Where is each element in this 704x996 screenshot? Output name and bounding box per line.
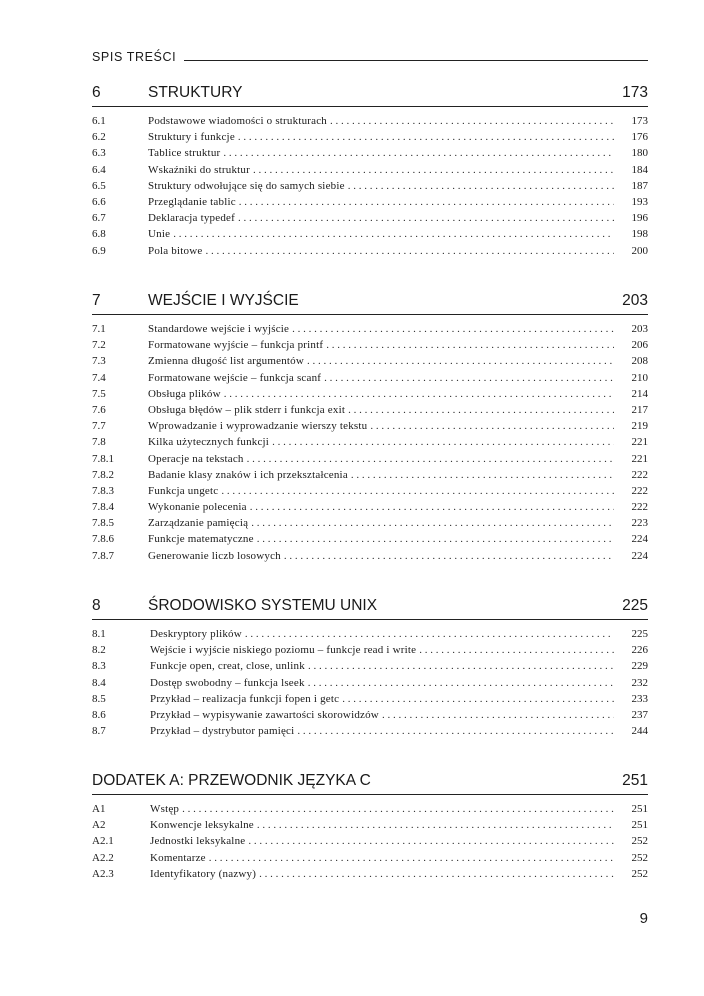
entry-body xyxy=(150,628,614,640)
entry-page: 223 xyxy=(631,517,648,530)
toc-entry[interactable] xyxy=(92,867,648,883)
toc-entry[interactable] xyxy=(92,371,648,387)
entry-page: 251 xyxy=(631,819,648,832)
chapter-title: WEJŚCIE I WYJŚCIE xyxy=(148,292,299,309)
entry-number: 7.8.2 xyxy=(92,468,114,481)
dot-leader xyxy=(251,517,614,529)
entry-number: 8.3 xyxy=(92,660,106,673)
entry-page: 226 xyxy=(631,644,648,657)
toc-entry[interactable] xyxy=(92,403,648,419)
toc-entry[interactable] xyxy=(92,676,648,692)
dot-leader xyxy=(253,164,614,176)
entry-number: A2.2 xyxy=(92,851,114,864)
entry-page: 203 xyxy=(631,323,648,335)
entry-number: 8.6 xyxy=(92,708,106,721)
entry-number: 6.6 xyxy=(92,195,106,208)
chapter-title: DODATEK A: PRZEWODNIK JĘZYKA C xyxy=(92,772,371,789)
entry-body xyxy=(148,180,614,192)
entry-number: 7.8.1 xyxy=(92,452,114,465)
dot-leader xyxy=(342,693,614,705)
dot-leader xyxy=(257,819,614,831)
entry-body xyxy=(148,196,614,208)
toc-entry[interactable] xyxy=(92,834,648,850)
dot-leader xyxy=(257,533,614,545)
entry-body xyxy=(150,852,614,864)
chapter-title: ŚRODOWISKO SYSTEMU UNIX xyxy=(148,597,378,614)
entry-body xyxy=(148,469,614,481)
entry-number: 8.4 xyxy=(92,676,106,689)
header-rule xyxy=(184,60,648,61)
entry-body xyxy=(148,228,614,240)
toc-entry[interactable] xyxy=(92,227,648,243)
chapter-number: 7 xyxy=(92,292,101,309)
entry-title: Przykład – dystrybutor pamięci xyxy=(150,725,295,738)
entry-body xyxy=(150,693,614,705)
entry-title: Dostęp swobodny – funkcja lseek xyxy=(150,676,305,689)
entry-number: 6.5 xyxy=(92,179,106,192)
entry-title: Przykład – wypisywanie zawartości skorowidzów xyxy=(150,708,379,721)
entry-number: 7.7 xyxy=(92,420,106,433)
entry-number: 6.9 xyxy=(92,244,106,257)
entry-number: 7.6 xyxy=(92,403,106,416)
toc-entry[interactable] xyxy=(92,435,648,451)
entry-body xyxy=(148,164,614,176)
dot-leader xyxy=(173,228,614,240)
toc-entry[interactable] xyxy=(92,114,648,130)
entry-body xyxy=(148,245,614,257)
chapter-section xyxy=(92,82,648,260)
entry-title: Tablice struktur xyxy=(148,147,221,160)
entry-page: 237 xyxy=(631,708,648,721)
entry-body xyxy=(150,835,614,847)
entry-number: 6.2 xyxy=(92,131,106,144)
entry-number: 7.5 xyxy=(92,387,106,400)
entry-title: Deskryptory plików xyxy=(150,628,242,640)
entry-title: Struktury i funkcje xyxy=(148,131,235,144)
entry-number: 7.8 xyxy=(92,436,106,449)
entry-title: Komentarze xyxy=(150,851,206,864)
entry-body xyxy=(148,115,614,127)
entry-page: 180 xyxy=(631,147,648,160)
entry-body xyxy=(148,453,614,465)
entry-number: 7.4 xyxy=(92,371,106,384)
entry-page: 214 xyxy=(631,387,648,400)
dot-leader xyxy=(307,355,614,367)
entry-page: 184 xyxy=(631,163,648,176)
dot-leader xyxy=(224,388,614,400)
dot-leader xyxy=(297,725,614,737)
toc-entry[interactable] xyxy=(92,322,648,338)
entry-page: 193 xyxy=(631,195,648,208)
chapter-section xyxy=(92,770,648,883)
toc-entry[interactable] xyxy=(92,338,648,354)
toc-entry[interactable] xyxy=(92,163,648,179)
entry-title: Wykonanie polecenia xyxy=(148,501,247,514)
dot-leader xyxy=(223,147,614,159)
entry-page: 252 xyxy=(631,835,648,848)
entry-title: Obsługa błędów – plik stderr i funkcja exit xyxy=(148,403,346,416)
entry-page: 252 xyxy=(631,851,648,864)
dot-leader xyxy=(247,453,614,465)
toc-entry[interactable] xyxy=(92,516,648,532)
entry-title: Formatowane wyjście – funkcja printf xyxy=(148,339,324,352)
entry-body xyxy=(148,420,614,432)
dot-leader xyxy=(238,131,614,143)
entry-page: 233 xyxy=(631,692,648,705)
entry-page: 244 xyxy=(631,725,648,738)
toc-entry[interactable] xyxy=(92,452,648,468)
entry-title: Formatowane wejście – funkcja scanf xyxy=(148,371,322,384)
page-number: 9 xyxy=(639,910,648,927)
dot-leader xyxy=(326,339,614,351)
entry-title: Jednostki leksykalne xyxy=(150,835,246,848)
dot-leader xyxy=(239,196,614,208)
entry-title: Unie xyxy=(148,228,171,241)
chapter-number: 8 xyxy=(92,597,101,614)
entry-body xyxy=(148,517,614,529)
entry-number: A2.3 xyxy=(92,867,114,880)
toc-entry[interactable] xyxy=(92,818,648,834)
dot-leader xyxy=(348,180,614,192)
dot-leader xyxy=(209,852,614,864)
toc-entry[interactable] xyxy=(92,692,648,708)
toc-entry[interactable] xyxy=(92,387,648,403)
entry-page: 210 xyxy=(631,371,648,384)
entry-number: A2 xyxy=(92,819,106,832)
entry-title: Wstęp xyxy=(150,803,180,815)
toc-entry[interactable] xyxy=(92,468,648,484)
dot-leader xyxy=(182,803,614,815)
entry-page: 232 xyxy=(631,676,648,689)
dot-leader xyxy=(284,550,614,562)
entry-page: 173 xyxy=(631,115,648,127)
entry-page: 229 xyxy=(631,660,648,673)
entry-title: Identyfikatory (nazwy) xyxy=(150,867,257,880)
toc-entry[interactable] xyxy=(92,419,648,435)
chapter-section xyxy=(92,290,648,565)
toc-entry[interactable] xyxy=(92,195,648,211)
entry-title: Przeglądanie tablic xyxy=(148,195,236,208)
running-header xyxy=(92,47,648,65)
entry-title: Wskaźniki do struktur xyxy=(148,163,250,176)
toc-entry[interactable] xyxy=(92,244,648,260)
chapter-page: 173 xyxy=(622,84,648,101)
entry-number: 7.8.6 xyxy=(92,533,114,546)
entry-body xyxy=(150,868,614,880)
entry-page: 217 xyxy=(631,403,648,416)
entry-body xyxy=(150,677,614,689)
chapter-page: 225 xyxy=(622,597,648,614)
entry-title: Generowanie liczb losowych xyxy=(148,549,281,562)
entry-number: 6.8 xyxy=(92,228,106,241)
entry-body xyxy=(150,660,614,672)
toc-entry[interactable] xyxy=(92,802,648,818)
entry-page: 224 xyxy=(631,549,648,562)
dot-leader xyxy=(382,709,614,721)
toc-entry[interactable] xyxy=(92,643,648,659)
entry-page: 224 xyxy=(631,533,648,546)
entry-number: 6.1 xyxy=(92,115,106,127)
toc-entry[interactable] xyxy=(92,532,648,548)
toc-entry[interactable] xyxy=(92,659,648,675)
dot-leader xyxy=(348,404,614,416)
dot-leader xyxy=(330,115,614,127)
dot-leader xyxy=(259,868,614,880)
chapter-page: 203 xyxy=(622,292,648,309)
entry-body xyxy=(148,388,614,400)
entry-body xyxy=(148,339,614,351)
entry-title: Wejście i wyjście niskiego poziomu – funkcje read i write xyxy=(150,644,417,657)
chapter-number: 6 xyxy=(92,84,101,101)
entry-title: Funkcje open, creat, close, unlink xyxy=(150,660,305,673)
toc-entry[interactable] xyxy=(92,724,648,740)
entry-page: 252 xyxy=(631,867,648,880)
entry-page: 222 xyxy=(631,468,648,481)
entry-title: Funkcja ungetc xyxy=(148,484,219,497)
dot-leader xyxy=(308,677,614,689)
entry-title: Konwencje leksykalne xyxy=(150,819,254,832)
dot-leader xyxy=(250,501,614,513)
entry-page: 225 xyxy=(631,628,648,640)
chapter-section xyxy=(92,595,648,740)
chapter-heading[interactable] xyxy=(92,595,648,617)
entry-page: 208 xyxy=(631,355,648,368)
dot-leader xyxy=(245,628,614,640)
dot-leader xyxy=(221,485,614,497)
toc-entry[interactable] xyxy=(92,851,648,867)
chapter-rule xyxy=(92,106,648,107)
entry-title: Funkcje matematyczne xyxy=(148,533,254,546)
toc-entry[interactable] xyxy=(92,354,648,370)
entry-page: 222 xyxy=(631,501,648,514)
entry-page: 196 xyxy=(631,212,648,225)
chapter-rule xyxy=(92,314,648,315)
entry-page: 221 xyxy=(631,436,648,449)
chapter-rule xyxy=(92,619,648,620)
entry-number: 7.8.5 xyxy=(92,517,114,530)
entry-body xyxy=(148,355,614,367)
entry-title: Pola bitowe xyxy=(148,244,203,257)
entry-body xyxy=(148,131,614,143)
dot-leader xyxy=(419,644,614,656)
entry-title: Obsługa plików xyxy=(148,387,221,400)
entry-body xyxy=(150,709,614,721)
entry-body xyxy=(150,644,614,656)
toc-entry[interactable] xyxy=(92,627,648,643)
dot-leader xyxy=(238,212,614,224)
entry-page: 222 xyxy=(631,484,648,497)
dot-leader xyxy=(308,660,614,672)
entry-title: Przykład – realizacja funkcji fopen i getc xyxy=(150,692,340,705)
entry-page: 176 xyxy=(631,131,648,144)
entry-body xyxy=(148,147,614,159)
entry-number: 7.8.7 xyxy=(92,549,114,562)
entry-body xyxy=(148,550,614,562)
entry-page: 251 xyxy=(631,803,648,815)
entry-number: 6.7 xyxy=(92,212,106,225)
entry-number: 7.8.4 xyxy=(92,501,114,514)
entry-number: 8.5 xyxy=(92,692,106,705)
entry-title: Kilka użytecznych funkcji xyxy=(148,436,270,449)
entry-title: Struktury odwołujące się do samych siebie xyxy=(148,179,345,192)
entry-number: 8.2 xyxy=(92,644,106,657)
toc-entry[interactable] xyxy=(92,146,648,162)
dot-leader xyxy=(272,436,614,448)
entry-body xyxy=(148,436,614,448)
entry-number: A2.1 xyxy=(92,835,114,848)
entry-number: 8.1 xyxy=(92,628,106,640)
chapter-title: STRUKTURY xyxy=(148,84,243,101)
toc-entry[interactable] xyxy=(92,484,648,500)
entry-body xyxy=(148,404,614,416)
entry-title: Zarządzanie pamięcią xyxy=(148,517,249,530)
entry-page: 219 xyxy=(631,420,648,433)
dot-leader xyxy=(351,469,614,481)
dot-leader xyxy=(248,835,614,847)
toc-entry[interactable] xyxy=(92,708,648,724)
chapter-page: 251 xyxy=(622,772,648,789)
toc-entry[interactable] xyxy=(92,130,648,146)
chapter-rule xyxy=(92,794,648,795)
entry-page: 221 xyxy=(631,452,648,465)
toc-entry[interactable] xyxy=(92,211,648,227)
entry-number: 7.8.3 xyxy=(92,484,114,497)
entry-title: Podstawowe wiadomości o strukturach xyxy=(148,115,327,127)
entry-number: 7.3 xyxy=(92,355,106,368)
dot-leader xyxy=(292,323,614,335)
dot-leader xyxy=(205,245,614,257)
toc-entry[interactable] xyxy=(92,179,648,195)
entry-number: 6.4 xyxy=(92,163,106,176)
entry-page: 198 xyxy=(631,228,648,241)
entry-page: 200 xyxy=(631,244,648,257)
entry-body xyxy=(150,819,614,831)
entry-number: 7.1 xyxy=(92,323,106,335)
entry-number: 7.2 xyxy=(92,339,106,352)
chapter-heading[interactable] xyxy=(92,82,648,104)
entry-body xyxy=(148,212,614,224)
chapter-heading[interactable] xyxy=(92,290,648,312)
entry-body xyxy=(148,485,614,497)
dot-leader xyxy=(370,420,614,432)
entry-body xyxy=(148,323,614,335)
entry-title: Zmienna długość list argumentów xyxy=(148,355,304,368)
entry-page: 187 xyxy=(631,179,648,192)
entry-title: Badanie klasy znaków i ich przekształcenia xyxy=(148,468,348,481)
entry-page: 206 xyxy=(631,339,648,352)
chapter-heading[interactable] xyxy=(92,770,648,792)
entry-title: Operacje na tekstach xyxy=(148,452,244,465)
entry-title: Standardowe wejście i wyjście xyxy=(148,323,290,335)
entry-number: 6.3 xyxy=(92,147,106,160)
header-title: SPIS TREŚCI xyxy=(92,50,177,64)
entry-body xyxy=(148,501,614,513)
toc-entry[interactable] xyxy=(92,500,648,516)
entry-body xyxy=(148,372,614,384)
entry-number: A1 xyxy=(92,803,106,815)
entry-title: Wprowadzanie i wyprowadzanie wierszy tekstu xyxy=(148,420,368,433)
entry-title: Deklaracja typedef xyxy=(148,212,235,225)
dot-leader xyxy=(324,372,614,384)
entry-body xyxy=(150,803,614,815)
toc-entry[interactable] xyxy=(92,549,648,565)
entry-body xyxy=(150,725,614,737)
entry-body xyxy=(148,533,614,545)
entry-number: 8.7 xyxy=(92,725,106,738)
